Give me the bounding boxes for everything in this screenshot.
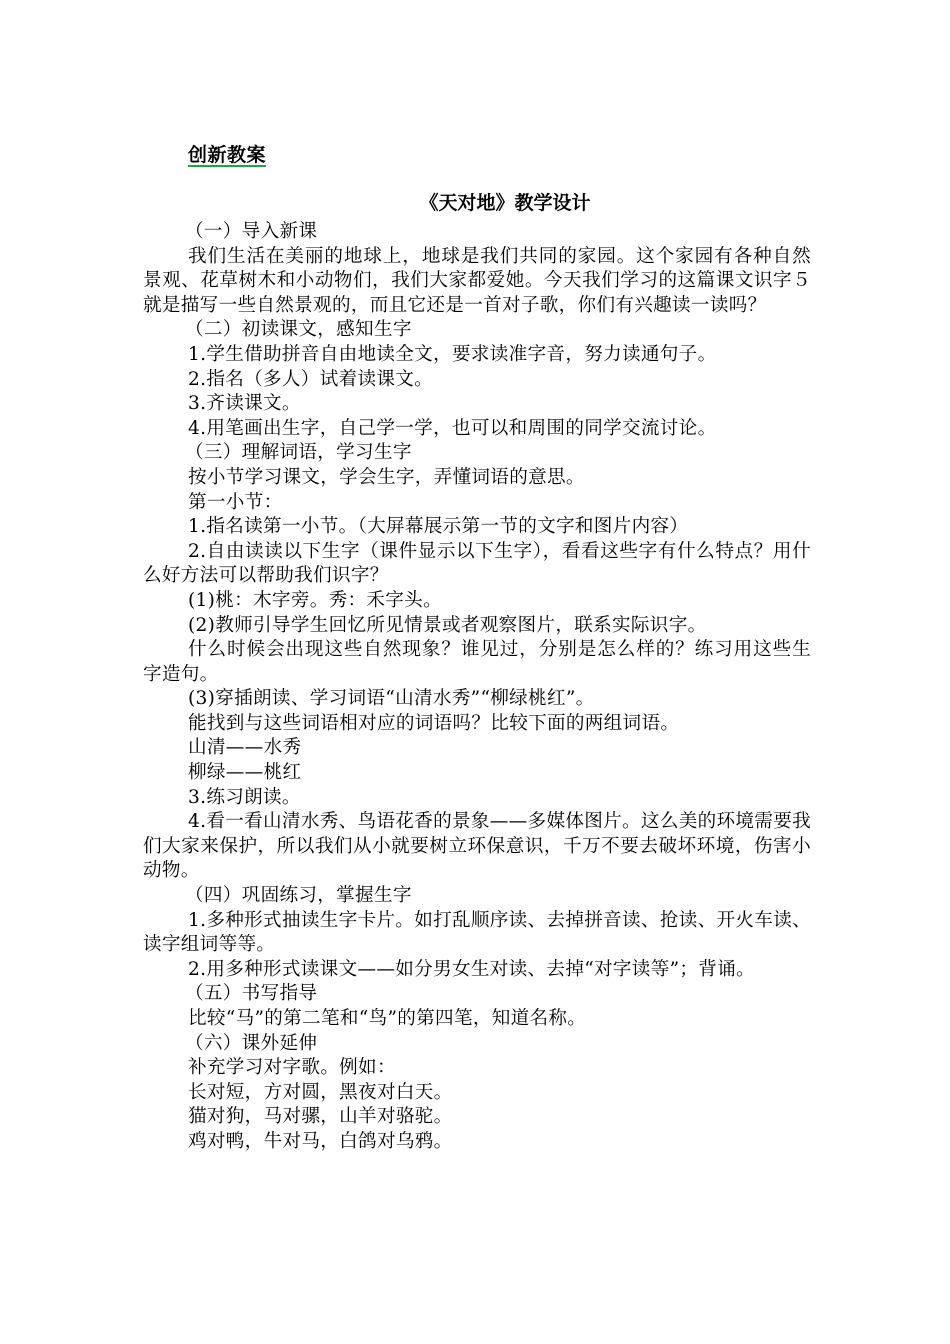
word-pair: 山清——水秀 xyxy=(188,737,302,759)
section-heading-3: （三）理解词语，学习生字 xyxy=(185,442,412,464)
subheading: 第一小节： xyxy=(188,491,283,513)
section-heading-1: （一）导入新课 xyxy=(185,221,318,242)
list-item: 1.学生借助拼音自由地读全文，要求读准字音，努力读通句子。 xyxy=(188,343,717,365)
document-body xyxy=(143,220,811,1155)
rhyme-line: 长对短，方对圆，黑夜对白天。 xyxy=(188,1081,453,1103)
rhyme-line: 鸡对鸭，牛对马，白鸽对乌鸦。 xyxy=(188,1130,453,1152)
list-item: 2.指名（多人）试着读课文。 xyxy=(188,368,434,390)
list-item: 3.齐读课文。 xyxy=(188,393,301,415)
list-item: (1)桃：木字旁。秀：禾字头。 xyxy=(188,589,442,611)
list-item: (2)教师引导学生回忆所见情景或者观察图片，联系实际识字。 xyxy=(188,614,707,636)
list-item: (3)穿插朗读、学习词语“山清水秀”“柳绿桃红”。 xyxy=(188,688,595,710)
section-heading-2: （二）初读课文，感知生字 xyxy=(185,319,412,341)
list-item: 4.用笔画出生字，自己学一学，也可以和周围的同学交流讨论。 xyxy=(188,417,717,439)
paragraph: 我们生活在美丽的地球上，地球是我们共同的家园。这个家园有各种自然景观、花草树木和小动物们，我们大家都爱她。今天我们学习的这篇课文识字５就是描写一些自然景观的，而且它还是一首对子歌，你们有兴趣读一读吗？ xyxy=(143,245,811,316)
list-item: 什么时候会出现这些自然现象？谁见过，分别是怎么样的？练习用这些生字造句。 xyxy=(143,639,811,685)
list-item: 补充学习对字歌。例如： xyxy=(188,1057,396,1079)
section-heading-4: （四）巩固练习，掌握生字 xyxy=(185,885,412,907)
list-item: 4.看一看山清水秀、鸟语花香的景象——多媒体图片。这么美的环境需要我们大家来保护，所以我们从小就要树立环保意识，千万不要去破坏环境，伤害小动物。 xyxy=(143,811,811,882)
list-item: 1.指名读第一小节。（大屏幕展示第一节的文字和图片内容） xyxy=(188,516,689,538)
list-item: 2.用多种形式读课文——如分男女生对读、去掉“对字读等”；背诵。 xyxy=(188,958,755,980)
word-pair: 柳绿——桃红 xyxy=(188,762,302,784)
list-item: 比较“马”的第二笔和“鸟”的第四笔，知道名称。 xyxy=(188,1008,587,1029)
list-item: 3.练习朗读。 xyxy=(188,786,301,808)
list-item: 1.多种形式抽读生字卡片。如打乱顺序读、去掉拼音读、抢读、开火车读、读字组词等等。 xyxy=(143,909,811,956)
rhyme-line: 猫对狗，马对骡，山羊对骆驼。 xyxy=(188,1106,453,1128)
section-intro: 按小节学习课文，学会生字，弄懂词语的意思。 xyxy=(188,466,585,488)
document-title: 《天对地》教学设计 xyxy=(419,192,591,214)
list-item: 2.自由读读以下生字（课件显示以下生字），看看这些字有什么特点？用什么好方法可以帮助我们识字？ xyxy=(143,540,811,587)
section-heading-5: （五）书写指导 xyxy=(185,983,318,1005)
list-item: 能找到与这些词语相对应的词语吗？比较下面的两组词语。 xyxy=(188,712,680,734)
section-heading-6: （六）课外延伸 xyxy=(185,1032,318,1054)
header-label: 创新教案 xyxy=(188,144,267,166)
